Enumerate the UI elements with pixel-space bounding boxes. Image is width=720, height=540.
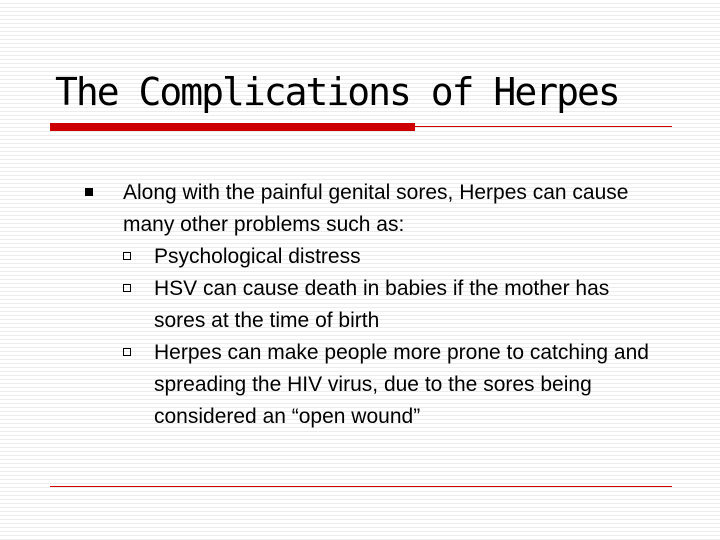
sub-bullet-text: HSV can cause death in babies if the mother has sores at the time of birth	[154, 277, 610, 332]
content-area	[85, 177, 665, 433]
sub-bullet-item	[123, 337, 665, 433]
filled-square-bullet-icon	[85, 188, 93, 196]
footer-divider	[50, 486, 672, 487]
sub-bullet-text: Herpes can make people more prone to catching and spreading the HIV virus, due to the sores being considered an “open wound”	[154, 341, 649, 428]
sub-bullet-item	[123, 241, 665, 273]
slide-title: The Complications of Herpes	[55, 70, 619, 114]
main-bullet-text: Along with the painful genital sores, Herpes can cause many other problems such as:	[123, 181, 629, 236]
sub-bullet-list	[123, 241, 665, 433]
sub-bullet-item	[123, 273, 665, 337]
title-accent-bar	[50, 123, 415, 131]
hollow-square-bullet-icon	[123, 284, 131, 292]
hollow-square-bullet-icon	[123, 252, 131, 260]
hollow-square-bullet-icon	[123, 348, 131, 356]
sub-bullet-text: Psychological distress	[154, 245, 361, 268]
